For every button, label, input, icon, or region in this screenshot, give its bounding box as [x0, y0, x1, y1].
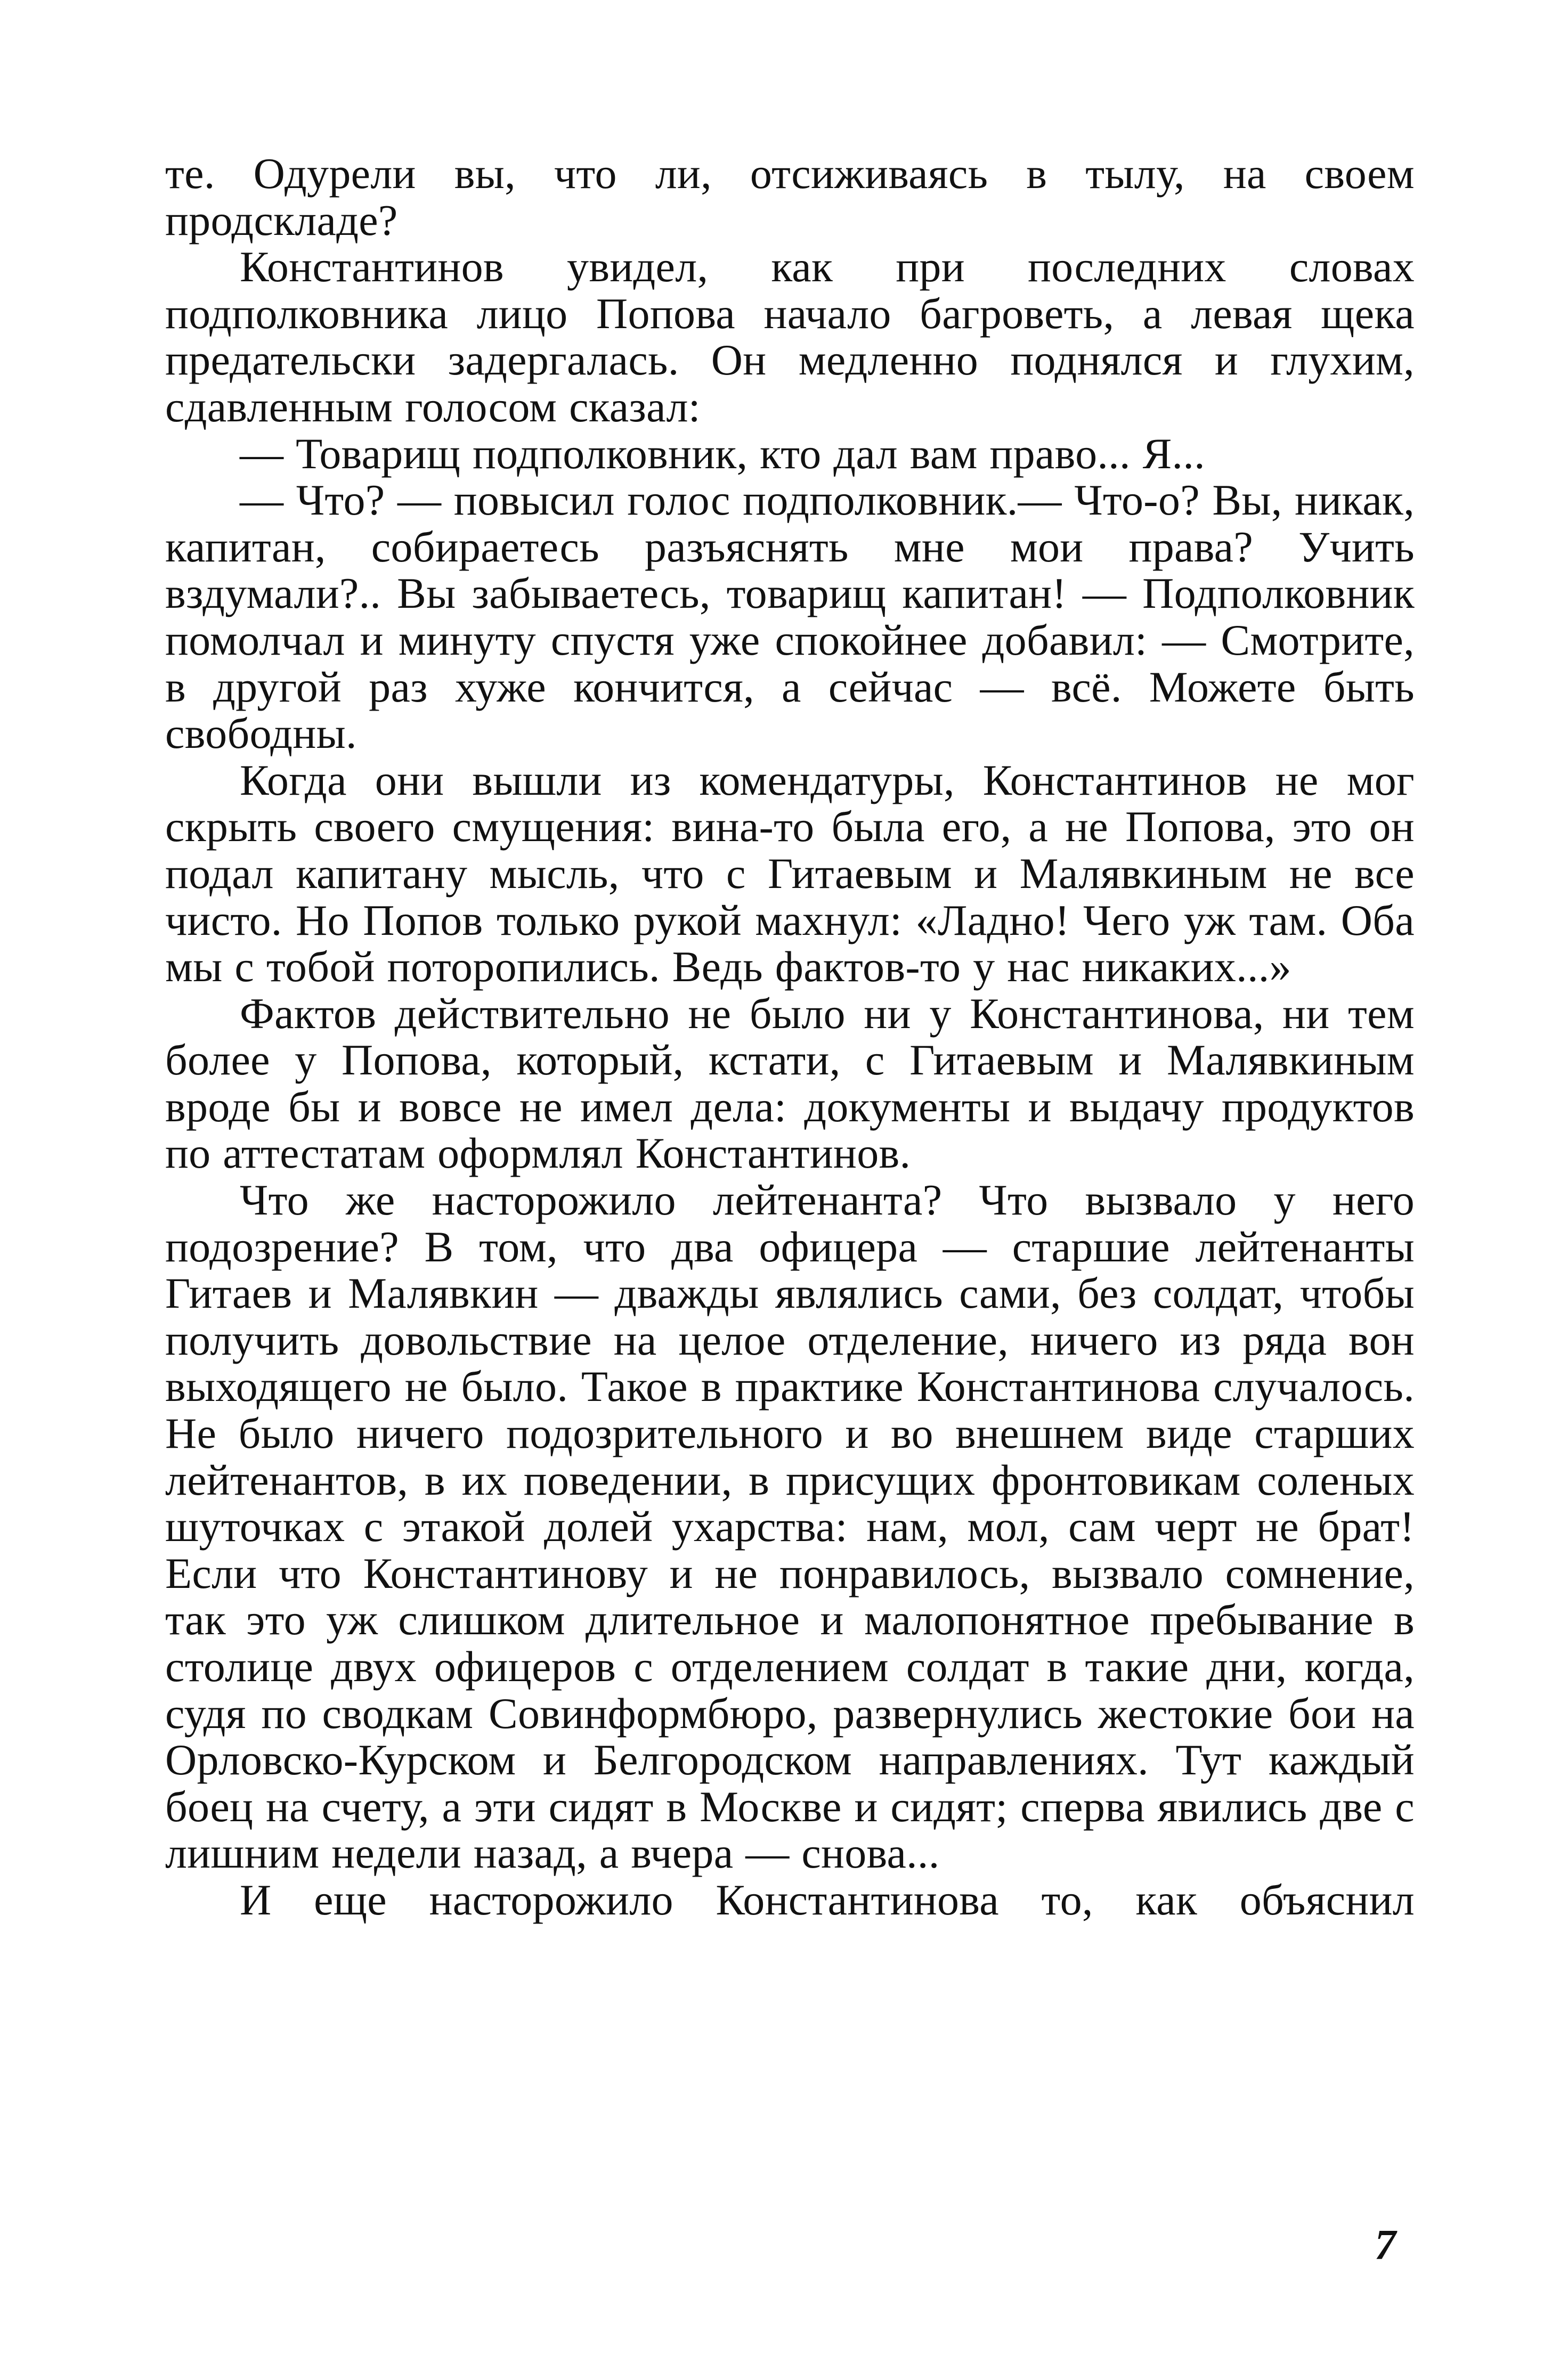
- paragraph-truncated: И еще насторожило Константинова то, как объяснил: [240, 1875, 1415, 1924]
- dialogue-line: — Что? — повысил голос подполковник.— Что-о? Вы, никак, капитан, собираетесь разъяснять мне мои права? Учить вздумали?.. Вы забываетесь, товарищ капитан! — Подполковник помолчал и минуту спустя уже спокойнее добавил: — Смотрите, в другой раз хуже кончится, а сейчас — всё. Можете быть свободны.: [165, 476, 1415, 758]
- dialogue-line: — Товарищ подполковник, кто дал вам право... Я...: [240, 429, 1205, 478]
- page-body-text: [165, 150, 1415, 1923]
- paragraph: Фактов действительно не было ни у Константинова, ни тем более у Попова, который, кстати, с Гитаевым и Малявкиным вроде бы и вовсе не имел дела: документы и выдачу продуктов по аттестатам оформлял Константинов.: [165, 989, 1415, 1178]
- paragraph: Когда они вышли из комендатуры, Константинов не мог скрыть своего смущения: вина-то была его, а не Попова, это он подал капитану мысль, что с Гитаевым и Малявкиным не все чисто. Но Попов только рукой махнул: «Ладно! Чего уж там. Оба мы с тобой поторопились. Ведь фактов-то у нас никаких...»: [165, 755, 1415, 991]
- paragraph: Что же насторожило лейтенанта? Что вызвало у него подозрение? В том, что два офицера — старшие лейтенанты Гитаев и Малявкин — дважды являлись сами, без солдат, чтобы получить довольствие на целое отделение, ничего из ряда вон выходящего не было. Такое в практике Константинова случалось. Не было ничего подозрительного и во внешнем виде старших лейтенантов, в их поведении, в присущих фронтовикам соленых шуточках с этакой долей ухарства: нам, мол, сам черт не брат! Если что Константинову и не понравилось, вызвало сомнение, так это уж слишком длительное и малопонятное пребывание в столице двух офицеров с отделением солдат в такие дни, когда, судя по сводкам Совинформбюро, развернулись жестокие бои на Орловско-Курском и Белгородском направлениях. Тут каждый боец на счету, а эти сидят в Москве и сидят; сперва явились две с лишним недели назад, а вчера — снова...: [165, 1176, 1415, 1878]
- page-number: 7: [1375, 2222, 1396, 2269]
- paragraph-continuation: те. Одурели вы, что ли, отсиживаясь в тылу, на своем продскладе?: [165, 149, 1415, 244]
- paragraph: Константинов увидел, как при последних словах подполковника лицо Попова начало багроветь, а левая щека предательски задергалась. Он медленно поднялся и глухим, сдавленным голосом сказал:: [165, 242, 1415, 431]
